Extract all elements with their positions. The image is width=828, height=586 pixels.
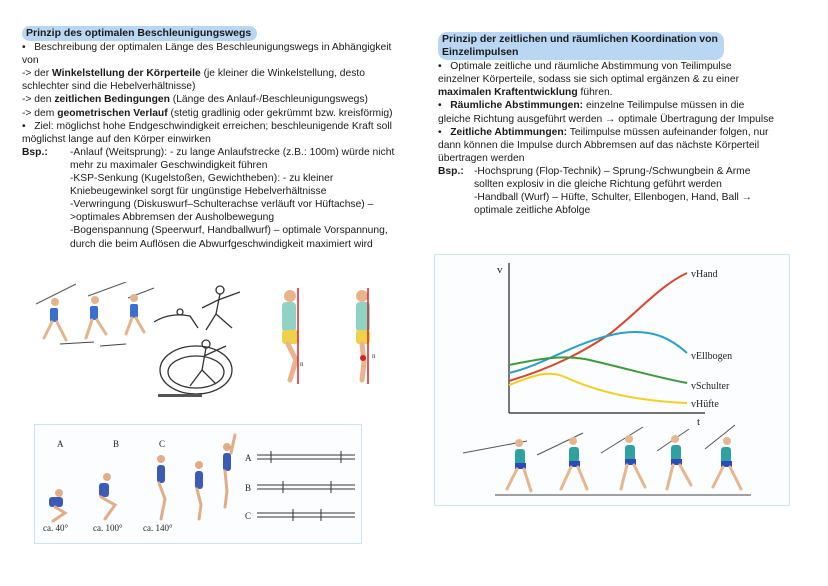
left-arrow-1: -> der Winkelstellung der Körperteile (je kleiner die Winkelstellung, desto schlechter sind die Hebelverhältnisse) — [22, 68, 365, 93]
bar-label-a: A — [245, 453, 252, 463]
posture-mark-2: n — [372, 352, 376, 360]
right-bsp-label: Bsp.: — [438, 165, 464, 177]
right-section-title: Prinzip der zeitlichen und räumlichen Koordination von Einzelimpulsen — [438, 32, 724, 60]
squat-angle-figure — [35, 425, 361, 543]
javelin-throw-sequence — [463, 425, 751, 495]
x-axis-label: t — [697, 416, 701, 428]
label-ellbogen: vEllbogen — [691, 351, 733, 362]
posture-knee-illustration — [268, 288, 392, 386]
right-example-hochsprung: -Hochsprung (Flop-Technik) – Sprung-/Schwungbein & Arme sollten explosiv in die gleiche Richtung geführt werden — [474, 165, 751, 191]
bar-label-b: B — [245, 483, 252, 493]
right-column — [438, 32, 774, 217]
left-arrow-3: -> dem geometrischen Verlauf (stetig gradlinig oder gekrümmt bzw. kreisförmig) — [22, 107, 393, 119]
squat-label-a: A — [57, 439, 64, 449]
left-arrow-2: -> den zeitlichen Bedingungen (Länge des Anlauf-/Beschleunigungswegs) — [22, 94, 368, 106]
left-example-anlauf: -Anlauf (Weitsprung): - zu lange Anlaufstrecke (z.B.: 100m) würde nicht mehr zu maximaler Geschwindigkeit führen — [70, 146, 395, 171]
squat-angle-a: ca. 40° — [43, 523, 69, 533]
curve-ellbogen — [509, 332, 687, 373]
left-example-verwringung: -Verwringung (Diskuswurf–Schulterachse verläuft vor Hüftachse) –>optimales Abbremsen der Ausholbewegung — [70, 199, 374, 224]
right-examples — [438, 165, 774, 217]
javelin-runup-illustration — [30, 282, 158, 354]
squat-angle-c: ca. 140° — [143, 523, 173, 533]
y-axis-label: v — [497, 264, 503, 276]
right-bullet-1: • Optimale zeitliche und räumliche Abstimmung von Teilimpulse einzelner Körperteile, sodass sie sich optimal ergänzen & zu einer maximalen Kraftentwicklung führen. — [438, 61, 740, 99]
discus-throw-illustration — [150, 282, 262, 400]
left-examples — [22, 146, 402, 251]
bar-label-c: C — [245, 511, 252, 521]
left-bullet-2: • Ziel: möglichst hohe Endgeschwindigkeit erreichen; beschleunigende Kraft soll möglichst lange auf den Körper einwirken — [22, 120, 392, 145]
left-bullet-1: • Beschreibung der optimalen Länge des Beschleunigungswegs in Abhängigkeit von — [22, 42, 392, 67]
velocity-chart — [435, 255, 789, 505]
squat-label-c: C — [159, 439, 166, 449]
left-section-title: Prinzip des optimalen Beschleunigungswegs — [22, 26, 257, 41]
label-schulter: vSchulter — [691, 381, 730, 392]
right-example-handball: -Handball (Wurf) – Hüfte, Schulter, Ellenbogen, Hand, Ball → optimale zeitliche Abfolge — [474, 192, 752, 217]
posture-mark-1: n — [300, 360, 304, 368]
squat-angle-b: ca. 100° — [93, 523, 123, 533]
left-column — [22, 26, 402, 251]
right-bullet-2: • Räumliche Abstimmungen: einzelne Teilimpulse müssen in die gleiche Richtung ausgeführt werden → optimale Übertragung der Impulse — [438, 100, 774, 125]
right-bullet-3: • Zeitliche Abtimmungen: Teilimpulse müssen aufeinander folgen, nur dann können die Impulse durch Abbremsen auf das nächste Körperteil übertragen werden — [438, 126, 769, 164]
velocity-chart-panel — [434, 254, 790, 506]
squat-angle-panel — [34, 424, 362, 544]
squat-label-b: B — [113, 439, 120, 449]
label-huefte: vHüfte — [691, 399, 719, 410]
curve-schulter — [509, 357, 687, 383]
label-hand: vHand — [691, 269, 718, 280]
left-example-bogenspannung: -Bogenspannung (Speerwurf, Handballwurf) – optimale Vorspannung, durch die beim Auflösen die Abwurfgeschwindigkeit maximiert wird — [70, 225, 388, 250]
left-bsp-label: Bsp.: — [22, 146, 48, 158]
left-example-ksp: -KSP-Senkung (Kugelstoßen, Gewichtheben): - zu kleiner Kniebeugewinkel sorgt für ungünstige Hebelverhältnisse — [70, 173, 334, 198]
